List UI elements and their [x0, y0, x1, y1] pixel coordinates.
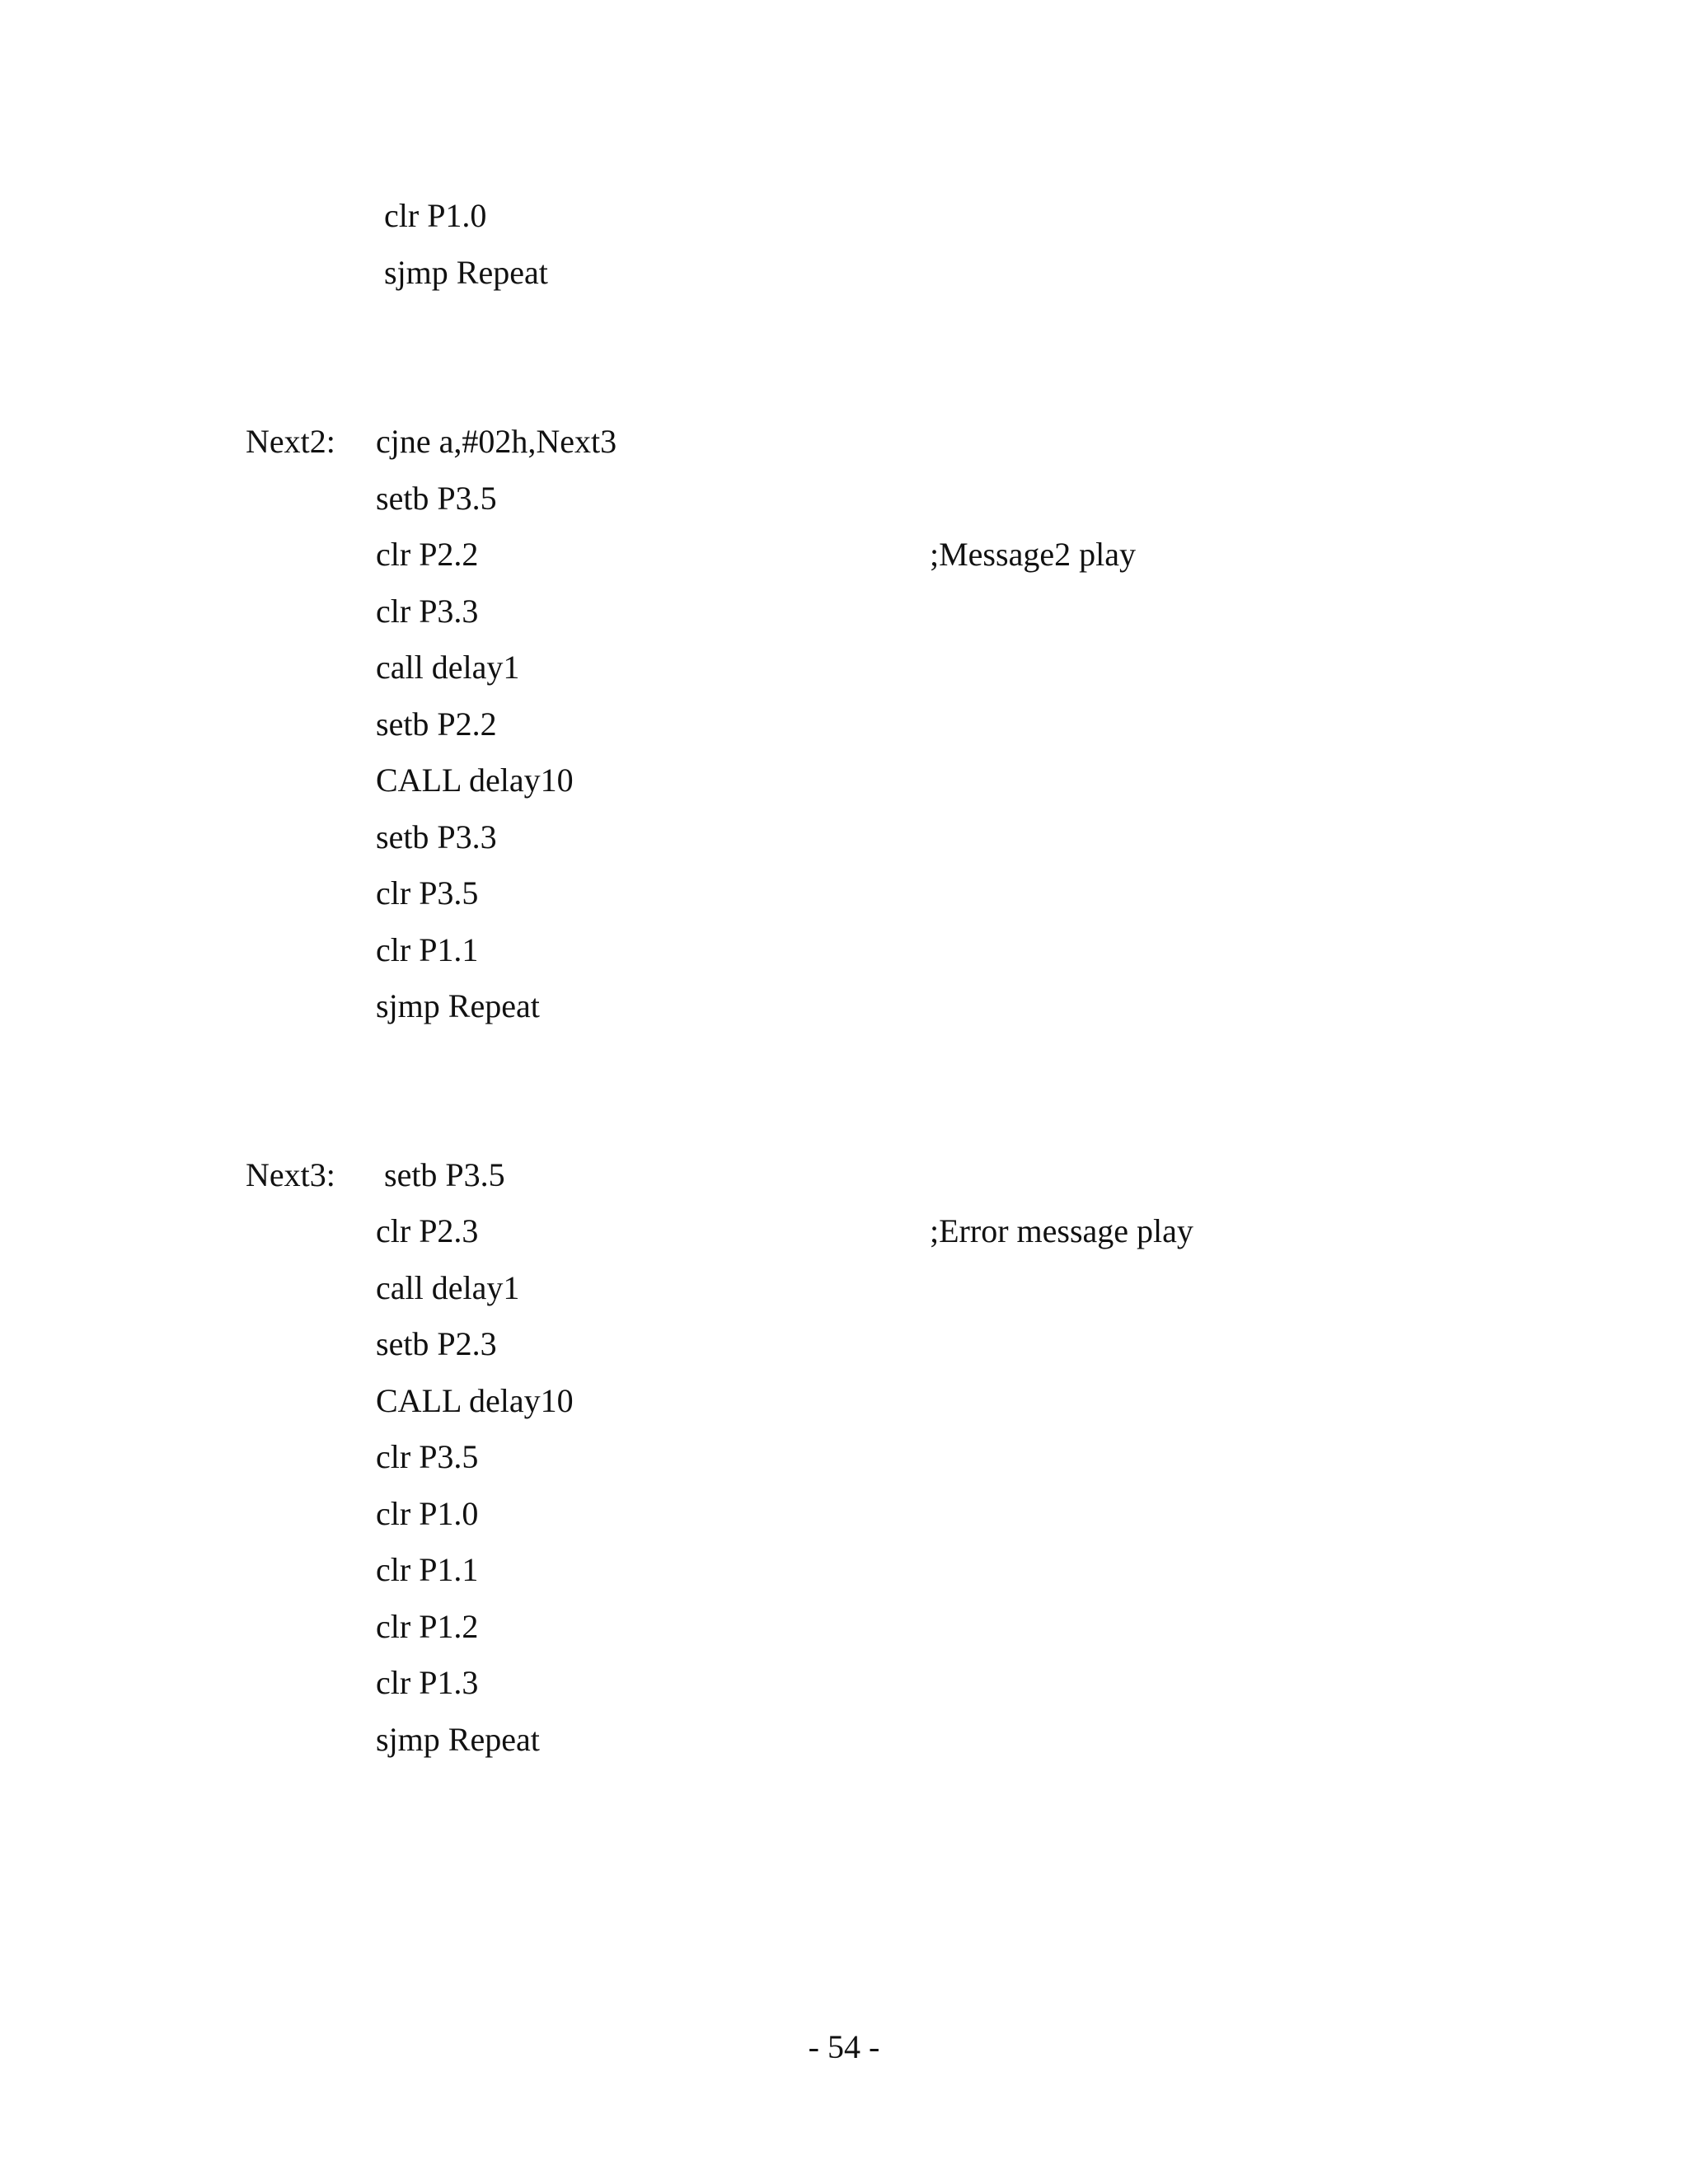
- code-line: cjne a,#02h,Next3: [376, 423, 617, 460]
- code-line: call delay1: [376, 649, 520, 686]
- code-line: sjmp Repeat: [376, 1721, 540, 1758]
- code-line: clr P2.2: [376, 536, 479, 573]
- code-line: sjmp Repeat: [376, 987, 540, 1024]
- code-comment: ;Message2 play: [930, 536, 1136, 573]
- code-line: setb P2.2: [376, 705, 497, 743]
- code-line: setb P2.3: [376, 1325, 497, 1362]
- code-line: clr P3.3: [376, 593, 479, 630]
- code-line: sjmp Repeat: [384, 254, 548, 291]
- code-line: clr P1.0: [384, 197, 487, 234]
- code-comment: ;Error message play: [930, 1212, 1193, 1249]
- code-line: CALL delay10: [376, 762, 574, 799]
- code-line: clr P1.2: [376, 1608, 479, 1645]
- code-line: clr P1.0: [376, 1495, 479, 1532]
- page-number: - 54 -: [808, 2028, 880, 2065]
- code-line: clr P1.1: [376, 1551, 479, 1588]
- code-line: CALL delay10: [376, 1382, 574, 1419]
- code-line: clr P3.5: [376, 1438, 479, 1475]
- code-label-next2: Next2:: [246, 423, 335, 460]
- code-line: clr P1.1: [376, 931, 479, 968]
- code-line: clr P1.3: [376, 1664, 479, 1701]
- code-label-next3: Next3:: [246, 1156, 335, 1193]
- code-line: call delay1: [376, 1269, 520, 1306]
- code-line: clr P2.3: [376, 1212, 479, 1249]
- code-line: setb P3.3: [376, 818, 497, 855]
- code-line: clr P3.5: [376, 874, 479, 912]
- code-line: setb P3.5: [384, 1156, 505, 1193]
- code-line: setb P3.5: [376, 480, 497, 517]
